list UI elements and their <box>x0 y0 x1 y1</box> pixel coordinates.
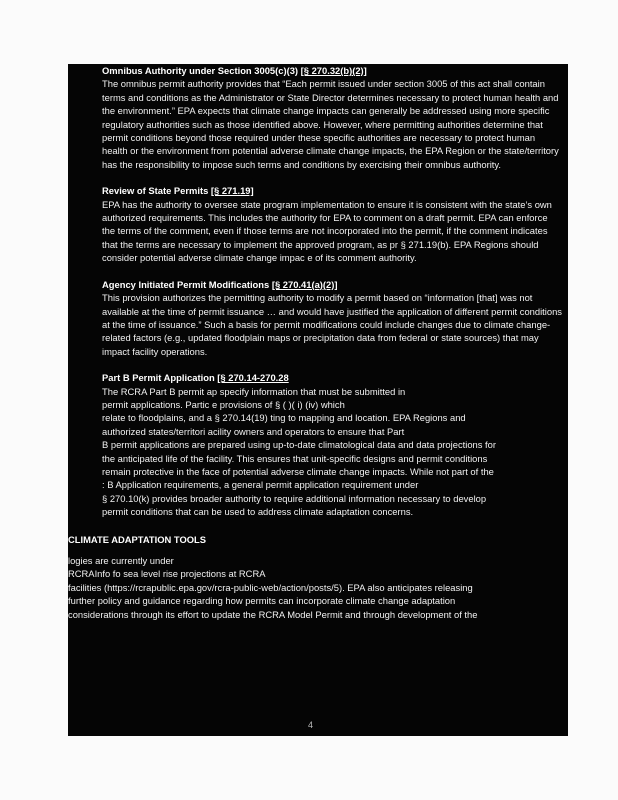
page-number: 4 <box>308 720 314 730</box>
review-heading: Review of State Permits <box>102 185 211 197</box>
partb-section <box>68 371 568 518</box>
review-section <box>68 184 568 264</box>
agency-paragraph: This provision authorizes the permitting authority to modify a permit based on “information [that] was not available at the time of permit issuance … and would have justified the application of different permit conditions at the time of issuance.” Such a basis for permit modifications could include changes due to climate change-related factors (e.g., updated floodplain maps or precipitation data from federal or state sources) that may impact facility operations. <box>102 292 562 357</box>
partb-line: the anticipated life of the facility. This ensures that unit-specific designs and permit conditions <box>102 452 488 464</box>
review-paragraph: EPA has the authority to oversee state program implementation to ensure it is consistent with the state’s own authorized requirements. This includes the authority for EPA to comment on a draft permit. EPA can enforce the terms of the comment, even if those terms are not incorporated into the permit, if the comment indicates that the terms are necessary to implement the approved program, as pr § 271.19(b). EPA Regions should consider potential adverse climate change impac e of its comment authority. <box>102 198 552 264</box>
review-reference-link[interactable]: [§ 271.19] <box>210 185 254 197</box>
partb-line: § 270.10(k) provides broader authority to require additional information necessary to develop <box>102 492 487 504</box>
section-heading <box>102 64 562 77</box>
tools-line: further policy and guidance regarding how permits can incorporate climate change adaptation <box>68 595 456 607</box>
tools-line: logies are currently under <box>68 555 174 566</box>
section-heading <box>102 371 562 384</box>
section-heading <box>102 278 562 291</box>
omnibus-paragraph: The omnibus permit authority provides that “Each permit issued under section 3005 of this act shall contain terms and conditions as the Administrator or State Director determines necessary to protect human health and the environment.” EPA expects that climate change impacts can generally be addressed using more specific regulatory authorities such as those identified above. However, where permitting authorities determine that permit conditions beyond those required under these specific authorities are necessary to protect human health or the environment from potential adverse climate change impacts, the EPA Region or the state/territory has the responsibility to impose such terms and conditions by exercising their omnibus authority. <box>102 78 559 170</box>
partb-reference-link[interactable]: [§ 270.14-270.28 <box>217 372 289 384</box>
omnibus-reference-link[interactable]: [§ 270.32(b)(2)] <box>300 65 367 76</box>
partb-line: authorized states/territori acility owners and operators to ensure that Part <box>102 425 405 437</box>
partb-line: The RCRA Part B permit ap specify information that must be submitted in <box>102 385 406 397</box>
omnibus-section <box>68 64 568 171</box>
partb-line: relate to floodplains, and a § 270.14(19) ting to mapping and location. EPA Regions and <box>102 412 466 424</box>
partb-line: : B Application requirements, a general permit application requirement under <box>102 479 419 491</box>
partb-heading: Part B Permit Application <box>102 372 218 384</box>
climate-tools-heading: CLIMATE ADAPTATION TOOLS <box>68 533 207 545</box>
section-heading <box>102 184 562 197</box>
partb-line: B permit applications are prepared using up-to-date climatological data and data projections for <box>102 439 496 451</box>
agency-reference-link[interactable]: [§ 270.41(a)(2)] <box>271 278 338 290</box>
document-body <box>68 64 568 621</box>
agency-section <box>68 278 568 358</box>
tools-line: considerations through its effort to update the RCRA Model Permit and through development of the <box>68 608 478 620</box>
tools-line: RCRAInfo fo sea level rise projections at RCRA <box>68 568 266 580</box>
partb-line: remain protective in the face of potential adverse climate change impacts. While not part of the <box>102 465 494 477</box>
omnibus-heading: Omnibus Authority under Section 3005(c)(3) <box>102 65 301 76</box>
agency-heading: Agency Initiated Permit Modifications <box>102 278 272 290</box>
climate-tools-section <box>68 533 568 621</box>
tools-line: facilities (https://rcrapublic.epa.gov/rcra-public-web/action/posts/5). EPA also anticipates releasing <box>68 581 473 593</box>
partb-line: permit applications. Partic e provisions of § ( )( i) (iv) which <box>102 398 345 410</box>
partb-line: permit conditions that can be used to address climate adaptation concerns. <box>102 506 414 518</box>
